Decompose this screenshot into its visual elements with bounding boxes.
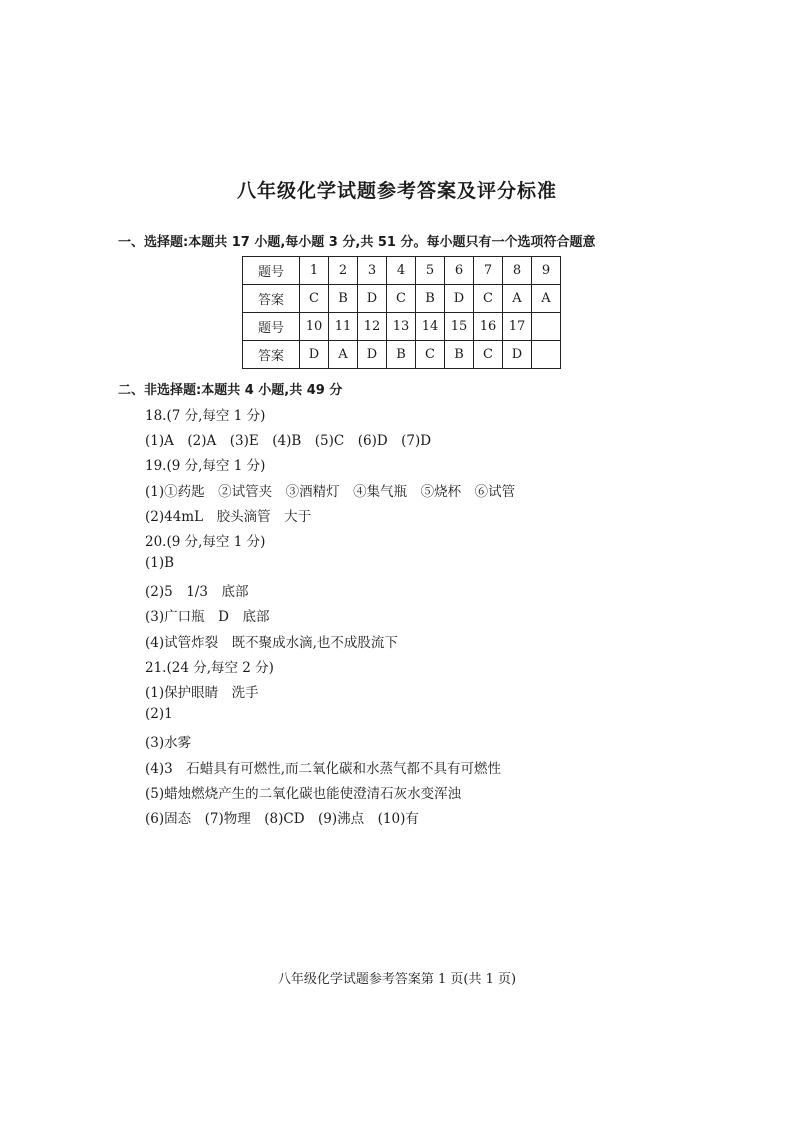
table-cell bbox=[532, 341, 561, 369]
table-cell: B bbox=[329, 285, 358, 313]
page-title: 八年级化学试题参考答案及评分标准 bbox=[236, 180, 557, 202]
answer-line: 21.(24 分,每空 2 分) bbox=[145, 660, 274, 676]
table-cell: 13 bbox=[387, 313, 416, 341]
table-cell: D bbox=[358, 285, 387, 313]
answer-line: (1)A (2)A (3)E (4)B (5)C (6)D (7)D bbox=[145, 433, 432, 449]
table-cell: 15 bbox=[445, 313, 474, 341]
answer-line: 20.(9 分,每空 1 分) bbox=[145, 534, 266, 550]
table-cell: B bbox=[387, 341, 416, 369]
answer-line: 18.(7 分,每空 1 分) bbox=[145, 408, 266, 424]
table-cell: C bbox=[300, 285, 329, 313]
answer-line: (1)B bbox=[145, 555, 175, 571]
answer-line: (3)水雾 bbox=[145, 735, 192, 751]
table-cell: 7 bbox=[474, 257, 503, 285]
table-cell: 题号 bbox=[243, 313, 300, 341]
answer-line: (2)1 bbox=[145, 706, 173, 722]
answer-line: (2)5 1/3 底部 bbox=[145, 584, 249, 600]
answer-table bbox=[242, 256, 561, 369]
table-cell: 4 bbox=[387, 257, 416, 285]
table-cell: 12 bbox=[358, 313, 387, 341]
table-cell: 17 bbox=[503, 313, 532, 341]
table-cell: B bbox=[416, 285, 445, 313]
answer-line: (1)①药匙 ②试管夹 ③酒精灯 ④集气瓶 ⑤烧杯 ⑥试管 bbox=[145, 484, 516, 500]
table-cell: C bbox=[387, 285, 416, 313]
answer-line: (2)44mL 胶头滴管 大于 bbox=[145, 509, 312, 525]
table-cell: 16 bbox=[474, 313, 503, 341]
table-cell: 5 bbox=[416, 257, 445, 285]
table-cell: 11 bbox=[329, 313, 358, 341]
table-cell: 答案 bbox=[243, 341, 300, 369]
table-cell: C bbox=[474, 341, 503, 369]
section-1-heading: 一、选择题:本题共 17 小题,每小题 3 分,共 51 分。每小题只有一个选项符合题意 bbox=[118, 235, 596, 250]
table-cell: D bbox=[358, 341, 387, 369]
table-cell: A bbox=[532, 285, 561, 313]
answer-line: (1)保护眼睛 洗手 bbox=[145, 685, 259, 701]
table-cell: 8 bbox=[503, 257, 532, 285]
table-cell: C bbox=[416, 341, 445, 369]
table-cell: 9 bbox=[532, 257, 561, 285]
table-cell: 3 bbox=[358, 257, 387, 285]
table-cell: B bbox=[445, 341, 474, 369]
table-cell: 题号 bbox=[243, 257, 300, 285]
table-cell: C bbox=[474, 285, 503, 313]
table-cell: D bbox=[445, 285, 474, 313]
table-cell: 14 bbox=[416, 313, 445, 341]
answer-line: (5)蜡烛燃烧产生的二氧化碳也能使澄清石灰水变浑浊 bbox=[145, 786, 462, 802]
answer-line: (6)固态 (7)物理 (8)CD (9)沸点 (10)有 bbox=[145, 811, 419, 827]
answer-line: (4)试管炸裂 既不聚成水滴,也不成股流下 bbox=[145, 635, 398, 651]
table-cell: 答案 bbox=[243, 285, 300, 313]
table-cell bbox=[532, 313, 561, 341]
table-row bbox=[243, 257, 561, 285]
table-cell: A bbox=[503, 285, 532, 313]
table-cell: 1 bbox=[300, 257, 329, 285]
table-cell: 6 bbox=[445, 257, 474, 285]
answer-line: (4)3 石蜡具有可燃性,而二氧化碳和水蒸气都不具有可燃性 bbox=[145, 761, 502, 777]
section-2-heading: 二、非选择题:本题共 4 小题,共 49 分 bbox=[118, 383, 343, 398]
page-footer: 八年级化学试题参考答案第 1 页(共 1 页) bbox=[277, 972, 517, 987]
table-cell: 2 bbox=[329, 257, 358, 285]
table-cell: A bbox=[329, 341, 358, 369]
table-row bbox=[243, 285, 561, 313]
table-cell: D bbox=[503, 341, 532, 369]
answer-line: 19.(9 分,每空 1 分) bbox=[145, 458, 266, 474]
table-row bbox=[243, 313, 561, 341]
table-row bbox=[243, 341, 561, 369]
answer-line: (3)广口瓶 D 底部 bbox=[145, 609, 270, 625]
table-cell: 10 bbox=[300, 313, 329, 341]
table-cell: D bbox=[300, 341, 329, 369]
